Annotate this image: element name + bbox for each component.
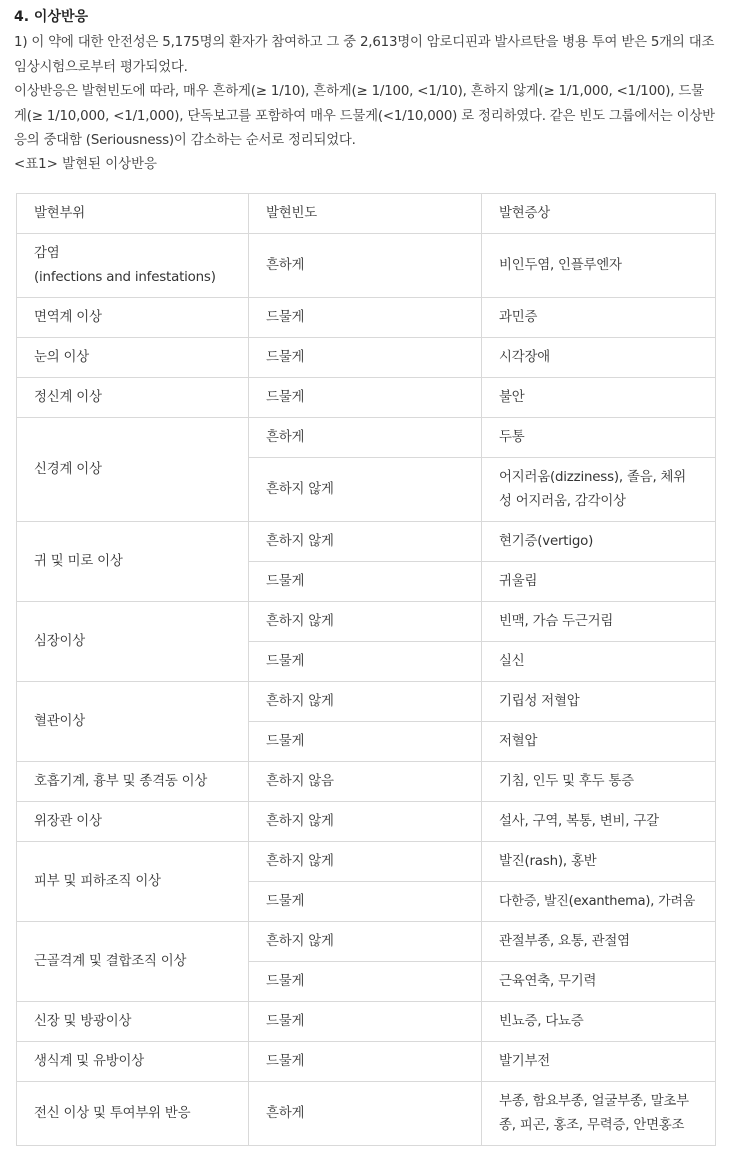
table-row: [17, 1042, 716, 1082]
symptom-cell: 빈뇨증, 다뇨증: [482, 1002, 716, 1042]
paragraph-frequency-definition: 이상반응은 발현빈도에 따라, 매우 흔하게(≥ 1/10), 흔하게(≥ 1/100, <1/10), 흔하지 않게(≥ 1/1,000, <1/100), 드물게(≥ 1/10,000, <1/1,000), 단독보고를 포함하여 매우 드물게(<1/10,000) 로 정리하였다. 같은 빈도 그룹에서는 이상반응의 중대함 (Seriousness)이 감소하는 순서로 정리되었다.: [14, 84, 715, 149]
site-cell: 정신계 이상: [17, 378, 249, 418]
symptom-cell: 다한증, 발진(exanthema), 가려움: [482, 882, 716, 922]
frequency-cell: 흔하게: [249, 234, 482, 298]
table-row: [17, 762, 716, 802]
header-symptom: 발현증상: [482, 194, 716, 234]
frequency-cell: 드물게: [249, 1042, 482, 1082]
symptom-cell: 기침, 인두 및 후두 통증: [482, 762, 716, 802]
site-cell: 피부 및 피하조직 이상: [17, 842, 249, 922]
symptom-cell: 빈맥, 가슴 두근거림: [482, 602, 716, 642]
site-cell: 생식계 및 유방이상: [17, 1042, 249, 1082]
symptom-cell: 어지러움(dizziness), 졸음, 체위성 어지러움, 감각이상: [482, 458, 716, 522]
symptom-cell: 부종, 함요부종, 얼굴부종, 말초부종, 피곤, 홍조, 무력증, 안면홍조: [482, 1082, 716, 1146]
table-row: [17, 338, 716, 378]
symptom-cell: 발진(rash), 홍반: [482, 842, 716, 882]
site-cell: 위장관 이상: [17, 802, 249, 842]
frequency-cell: 드물게: [249, 962, 482, 1002]
symptom-cell: 시각장애: [482, 338, 716, 378]
frequency-cell: 흔하게: [249, 1082, 482, 1146]
adverse-reactions-table: [16, 193, 716, 1146]
site-label: 감염: [34, 245, 60, 261]
frequency-cell: 흔하지 않게: [249, 458, 482, 522]
site-cell: 혈관이상: [17, 682, 249, 762]
table-row: [17, 1002, 716, 1042]
table-row: [17, 378, 716, 418]
frequency-cell: 드물게: [249, 642, 482, 682]
frequency-cell: 드물게: [249, 562, 482, 602]
site-cell: 신경계 이상: [17, 418, 249, 522]
site-cell: 눈의 이상: [17, 338, 249, 378]
site-cell: [17, 234, 249, 298]
table-row: [17, 922, 716, 962]
frequency-cell: 흔하지 않음: [249, 762, 482, 802]
symptom-cell: 실신: [482, 642, 716, 682]
symptom-cell: 기립성 저혈압: [482, 682, 716, 722]
symptom-cell: 관절부종, 요통, 관절염: [482, 922, 716, 962]
table-row: [17, 298, 716, 338]
symptom-cell: 설사, 구역, 복통, 변비, 구갈: [482, 802, 716, 842]
table-row: [17, 682, 716, 722]
paragraph-study-population: 1) 이 약에 대한 안전성은 5,175명의 환자가 참여하고 그 중 2,613명이 암로디핀과 발사르탄을 병용 투여 받은 5개의 대조임상시험으로부터 평가되었다.: [14, 35, 715, 75]
symptom-cell: 과민증: [482, 298, 716, 338]
frequency-cell: 흔하지 않게: [249, 842, 482, 882]
document-body: [14, 8, 716, 176]
site-cell: 호흡기계, 흉부 및 종격동 이상: [17, 762, 249, 802]
site-cell: 근골격계 및 결합조직 이상: [17, 922, 249, 1002]
frequency-cell: 흔하지 않게: [249, 802, 482, 842]
table-row: [17, 418, 716, 458]
site-cell: 전신 이상 및 투여부위 반응: [17, 1082, 249, 1146]
frequency-cell: 흔하지 않게: [249, 522, 482, 562]
frequency-cell: 드물게: [249, 298, 482, 338]
frequency-cell: 흔하지 않게: [249, 682, 482, 722]
table-row: [17, 522, 716, 562]
frequency-cell: 흔하지 않게: [249, 922, 482, 962]
symptom-cell: 두통: [482, 418, 716, 458]
site-cell: 면역계 이상: [17, 298, 249, 338]
site-cell: 귀 및 미로 이상: [17, 522, 249, 602]
frequency-cell: 드물게: [249, 1002, 482, 1042]
table-row: [17, 234, 716, 298]
symptom-cell: 귀울림: [482, 562, 716, 602]
symptom-cell: 현기증(vertigo): [482, 522, 716, 562]
site-cell: 심장이상: [17, 602, 249, 682]
table-row: [17, 842, 716, 882]
table-row: [17, 802, 716, 842]
table-caption: <표1> 발현된 이상반응: [14, 156, 157, 172]
symptom-cell: 불안: [482, 378, 716, 418]
site-cell: 신장 및 방광이상: [17, 1002, 249, 1042]
frequency-cell: 드물게: [249, 882, 482, 922]
header-site: 발현부위: [17, 194, 249, 234]
table-row: [17, 1082, 716, 1146]
table-header-row: [17, 194, 716, 234]
symptom-cell: 저혈압: [482, 722, 716, 762]
frequency-cell: 드물게: [249, 378, 482, 418]
symptom-cell: 비인두염, 인플루엔자: [482, 234, 716, 298]
frequency-cell: 흔하지 않게: [249, 602, 482, 642]
header-frequency: 발현빈도: [249, 194, 482, 234]
site-sublabel: (infections and infestations): [34, 269, 216, 285]
table-row: [17, 602, 716, 642]
frequency-cell: 흔하게: [249, 418, 482, 458]
frequency-cell: 드물게: [249, 338, 482, 378]
symptom-cell: 근육연축, 무기력: [482, 962, 716, 1002]
frequency-cell: 드물게: [249, 722, 482, 762]
symptom-cell: 발기부전: [482, 1042, 716, 1082]
section-heading: 4. 이상반응: [14, 9, 89, 25]
